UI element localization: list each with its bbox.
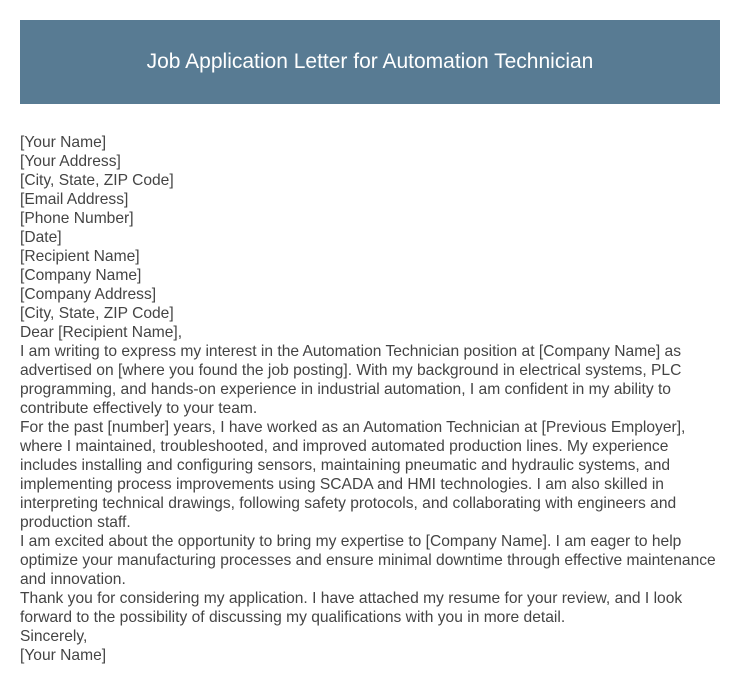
sender-name: [Your Name] [20,134,107,151]
paragraph-intro: I am writing to express my interest in the Automation Technician position at [Company Name] as advertised on [where you found the job posting]. With my background in electrical systems, PLC programming, and hands-on experience in industrial automation, I am confident in my ability to contribute effectively to your team. [20,343,682,417]
sender-address: [Your Address] [20,153,121,170]
recipient-company: [Company Name] [20,267,142,284]
recipient-address: [Company Address] [20,286,157,303]
recipient-name: [Recipient Name] [20,248,140,265]
closing: Sincerely, [20,628,88,645]
salutation: Dear [Recipient Name], [20,324,183,341]
paragraph-motivation: I am excited about the opportunity to bring my expertise to [Company Name]. I am eager to help optimize your manufacturing processes and ensure minimal downtime through effective maintenance and innovation. [20,533,716,588]
sender-email: [Email Address] [20,191,129,208]
sender-city-state-zip: [City, State, ZIP Code] [20,172,174,189]
paragraph-experience: For the past [number] years, I have worked as an Automation Technician at [Previous Employer], where I maintained, troubleshooted, and improved automated production lines. My experience includes installing and configuring sensors, maintaining pneumatic and hydraulic systems, and implementing process improvements using SCADA and HMI technologies. I am also skilled in interpreting technical drawings, following safety protocols, and collaborating with engineers and production staff. [20,419,686,531]
paragraph-closing: Thank you for considering my application. I have attached my resume for your review, and I look forward to the possibility of discussing my qualifications with you in more detail. [20,590,683,626]
signature: [Your Name] [20,647,107,664]
sender-phone: [Phone Number] [20,210,134,227]
letter-date: [Date] [20,229,62,246]
letter-body [20,133,720,665]
page-title: Job Application Letter for Automation Technician [146,50,594,73]
recipient-city-state-zip: [City, State, ZIP Code] [20,305,174,322]
title-banner [20,20,720,104]
